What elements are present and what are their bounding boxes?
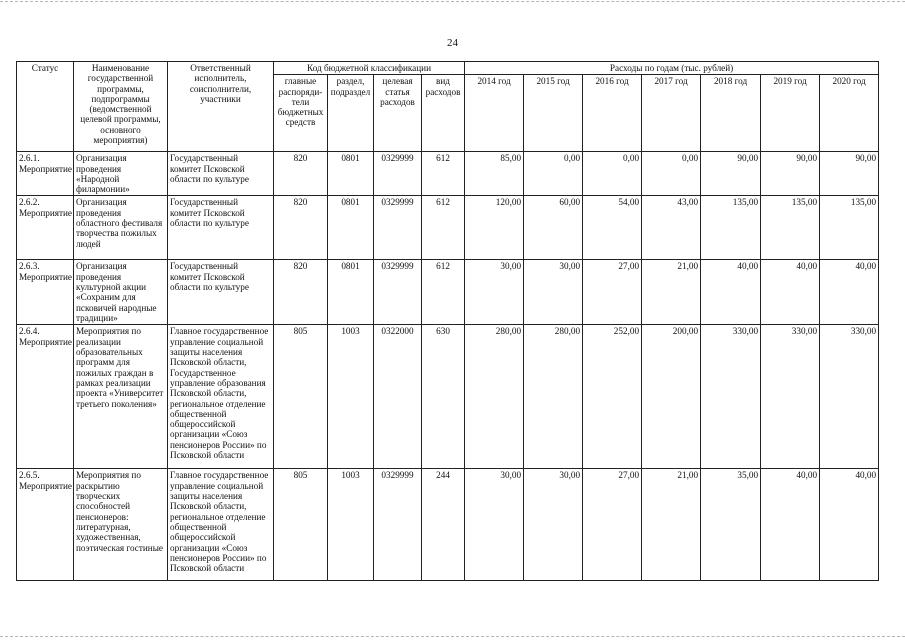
row-amount: 90,00: [761, 152, 820, 196]
row-grbs: 820: [274, 196, 328, 260]
row-status: 2.6.5. Мероприятие: [17, 469, 74, 581]
row-name: Организация проведения культурной акции «Сохраним для псковичей народные традиции»: [74, 260, 168, 325]
row-amount: 135,00: [820, 196, 879, 260]
row-grbs: 820: [274, 152, 328, 196]
row-amount: 30,00: [524, 469, 583, 581]
header-year: 2015 год: [524, 75, 583, 152]
row-amount: 40,00: [820, 260, 879, 325]
header-year: 2019 год: [761, 75, 820, 152]
row-amount: 85,00: [465, 152, 524, 196]
row-executor: Государственный комитет Псковской области по культуре: [168, 260, 274, 325]
row-amount: 0,00: [524, 152, 583, 196]
row-amount: 40,00: [701, 260, 761, 325]
row-amount: 40,00: [820, 469, 879, 581]
row-section: 0801: [328, 152, 374, 196]
table-row: [17, 152, 879, 196]
header-year: 2016 год: [583, 75, 642, 152]
header-year: 2018 год: [701, 75, 761, 152]
row-target: 0322000: [374, 325, 422, 469]
header-program-name: Наименование государственной программы, подпрограммы (ведомственной целевой программы, основного мероприятия): [74, 62, 168, 152]
row-status: 2.6.4. Мероприятие: [17, 325, 74, 469]
row-kind: 612: [422, 196, 465, 260]
row-amount: 90,00: [701, 152, 761, 196]
row-amount: 21,00: [642, 260, 701, 325]
row-amount: 30,00: [465, 260, 524, 325]
row-target: 0329999: [374, 469, 422, 581]
row-executor: Главное государственное управление социальной защиты населения Псковской области, Государственное управление образования Псковской области, региональное отделение общественной общероссийской организации «Союз пенсионеров России» по Псковской области: [168, 325, 274, 469]
row-kind: 612: [422, 260, 465, 325]
row-amount: 35,00: [701, 469, 761, 581]
row-amount: 43,00: [642, 196, 701, 260]
row-amount: 60,00: [524, 196, 583, 260]
table-header: [17, 62, 879, 152]
header-budget-code-group: Код бюджетной классификации: [274, 62, 465, 75]
row-amount: 90,00: [820, 152, 879, 196]
header-year: 2020 год: [820, 75, 879, 152]
header-target: целевая статья расходов: [374, 75, 422, 152]
row-amount: 30,00: [465, 469, 524, 581]
header-executor: Ответственный исполнитель, соисполнители, участники: [168, 62, 274, 152]
row-amount: 27,00: [583, 260, 642, 325]
row-name: Мероприятия по реализации образовательных программ для пожилых граждан в рамках реализации проекта «Университет третьего поколения»: [74, 325, 168, 469]
table-row: [17, 469, 879, 581]
row-status: 2.6.2. Мероприятие: [17, 196, 74, 260]
row-name: Организация проведения областного фестиваля творчества пожилых людей: [74, 196, 168, 260]
row-executor: Государственный комитет Псковской области по культуре: [168, 196, 274, 260]
row-status: 2.6.1. Мероприятие: [17, 152, 74, 196]
row-amount: 54,00: [583, 196, 642, 260]
row-amount: 0,00: [583, 152, 642, 196]
row-name: Организация проведения «Народной филармонии»: [74, 152, 168, 196]
row-amount: 280,00: [465, 325, 524, 469]
header-kind: вид расходов: [422, 75, 465, 152]
row-amount: 30,00: [524, 260, 583, 325]
table-row: [17, 196, 879, 260]
row-target: 0329999: [374, 152, 422, 196]
header-year: 2014 год: [465, 75, 524, 152]
page-number: 24: [447, 37, 458, 49]
row-amount: 330,00: [701, 325, 761, 469]
row-target: 0329999: [374, 260, 422, 325]
row-amount: 0,00: [642, 152, 701, 196]
row-amount: 135,00: [701, 196, 761, 260]
row-grbs: 820: [274, 260, 328, 325]
row-status: 2.6.3. Мероприятие: [17, 260, 74, 325]
row-section: 1003: [328, 469, 374, 581]
row-amount: 252,00: [583, 325, 642, 469]
row-executor: Государственный комитет Псковской области по культуре: [168, 152, 274, 196]
row-executor: Главное государственное управление социальной защиты населения Псковской области, региональное отделение общественной общероссийской организации «Союз пенсионеров России» по Псковской области: [168, 469, 274, 581]
row-kind: 612: [422, 152, 465, 196]
header-expenses-group: Расходы по годам (тыс. рублей): [465, 62, 879, 75]
row-amount: 40,00: [761, 469, 820, 581]
row-amount: 120,00: [465, 196, 524, 260]
row-amount: 27,00: [583, 469, 642, 581]
row-section: 1003: [328, 325, 374, 469]
row-kind: 630: [422, 325, 465, 469]
row-name: Мероприятия по раскрытию творческих способностей пенсионеров: литературная, художественная, поэтическая гостиные: [74, 469, 168, 581]
table-body: [17, 152, 879, 581]
row-amount: 40,00: [761, 260, 820, 325]
row-amount: 200,00: [642, 325, 701, 469]
budget-table: [16, 61, 879, 581]
row-amount: 330,00: [761, 325, 820, 469]
row-grbs: 805: [274, 325, 328, 469]
table-row: [17, 325, 879, 469]
row-target: 0329999: [374, 196, 422, 260]
row-section: 0801: [328, 260, 374, 325]
row-section: 0801: [328, 196, 374, 260]
row-amount: 280,00: [524, 325, 583, 469]
row-amount: 135,00: [761, 196, 820, 260]
row-kind: 244: [422, 469, 465, 581]
row-grbs: 805: [274, 469, 328, 581]
page-edge-bottom: [0, 636, 905, 637]
header-grbs: главные распоряди-тели бюджетных средств: [274, 75, 328, 152]
row-amount: 330,00: [820, 325, 879, 469]
page-edge-top: [0, 1, 905, 2]
header-year: 2017 год: [642, 75, 701, 152]
header-status: Статус: [17, 62, 74, 152]
header-section: раздел, подраздел: [328, 75, 374, 152]
table-row: [17, 260, 879, 325]
row-amount: 21,00: [642, 469, 701, 581]
